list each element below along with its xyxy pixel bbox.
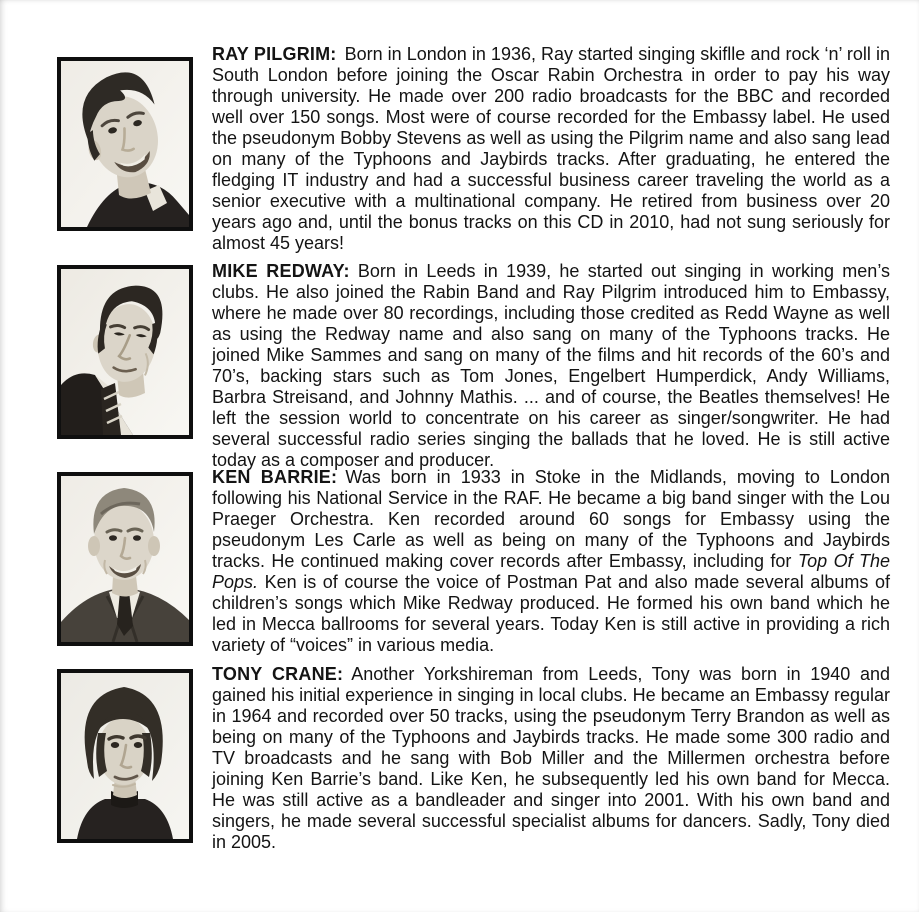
ray-pilgrim-photo bbox=[57, 57, 193, 231]
ken-barrie-portrait bbox=[61, 476, 189, 642]
tony-crane-bio-text bbox=[212, 664, 890, 853]
ken-barrie-bio-text bbox=[212, 467, 890, 656]
ken-barrie-italic-title: Top Of The Pops. bbox=[212, 551, 890, 592]
mike-redway-body: Born in Leeds in 1939, he started out singing in working men’s clubs. He also joined the Rabin Band and Ray Pilgrim introduced him to Embassy, where he made over 80 recordings, including those credited as Redd Wayne as well as using the Redway name and also sang on many of the Typhoons tracks. He joined Mike Sammes and sang on many of the films and hit records of the 60’s and 70’s, backing stars such as Tom Jones, Engelbert Humperdick, Andy Williams, Barbra Streisand, and Johnny Mathis. ... and of course, the Beatles themselves! He left the session world to concentrate on his career as singer/songwriter. He had several successful radio series singing the ballads that he loved. He is still active today as a composer and producer. bbox=[212, 261, 890, 470]
ray-pilgrim-portrait bbox=[61, 61, 189, 227]
tony-crane-name: TONY CRANE: bbox=[212, 664, 344, 684]
mike-redway-photo bbox=[57, 265, 193, 439]
ken-barrie-name: KEN BARRIE: bbox=[212, 467, 338, 487]
mike-redway-bio-text bbox=[212, 261, 890, 471]
mike-redway-portrait bbox=[61, 269, 189, 435]
mike-redway-name: MIKE REDWAY: bbox=[212, 261, 350, 281]
ray-pilgrim-bio-text bbox=[212, 44, 890, 254]
tony-crane-photo bbox=[57, 669, 193, 843]
ken-barrie-photo bbox=[57, 472, 193, 646]
tony-crane-portrait bbox=[61, 673, 189, 839]
ken-barrie-body-after: Ken is of course the voice of Postman Pat and also made several albums of children’s songs which Mike Redway produced. He formed his own band which he led in Mecca ballrooms for several years. Today Ken is still active in providing a rich variety of “voices” in various media. bbox=[212, 572, 890, 655]
ray-pilgrim-body: Born in London in 1936, Ray started singing skiflle and rock ‘n’ roll in South London before joining the Oscar Rabin Orchestra in order to pay his way through university. He made over 200 radio broadcasts for the BBC and recorded well over 150 songs. Most were of course recorded for the Embassy label. He used the pseudonym Bobby Stevens as well as using the Pilgrim name and also sang lead on many of the Typhoons and Jaybirds tracks. After graduating, he entered the fledging IT industry and had a successful business career traveling the world as a senior executive with a multinational company. He retired from business over 20 years ago and, until the bonus tracks on this CD in 2010, had not sung seriously for almost 45 years! bbox=[212, 44, 891, 253]
ray-pilgrim-name: RAY PILGRIM: bbox=[212, 44, 337, 64]
tony-crane-body: Another Yorkshireman from Leeds, Tony was born in 1940 and gained his initial experience in singing in local clubs. He became an Embassy regular in 1964 and recorded over 50 tracks, using the pseudonym Terry Brandon as well as being on many of the Typhoons and Jaybirds tracks. He made some 300 radio and TV broadcasts and he sang with Bob Miller and the Millermen orchestra before joining Ken Barrie’s band. Like Ken, he subsequently led his own band for Mecca. He was still active as a bandleader and singer into 2001. With his own band and singers, he made several successful specialist albums for dancers. Sadly, Tony died in 2005. bbox=[212, 664, 890, 852]
ken-barrie-body: Was born in 1933 in Stoke in the Midlands, moving to London following his National Service in the RAF. He became a big band singer with the Lou Praeger Orchestra. Ken recorded around 60 songs for Embassy using the pseudonym Les Carle as well as being on many of the Typhoons and Jaybirds tracks. He continued making cover records after Embassy, including for bbox=[212, 467, 890, 571]
